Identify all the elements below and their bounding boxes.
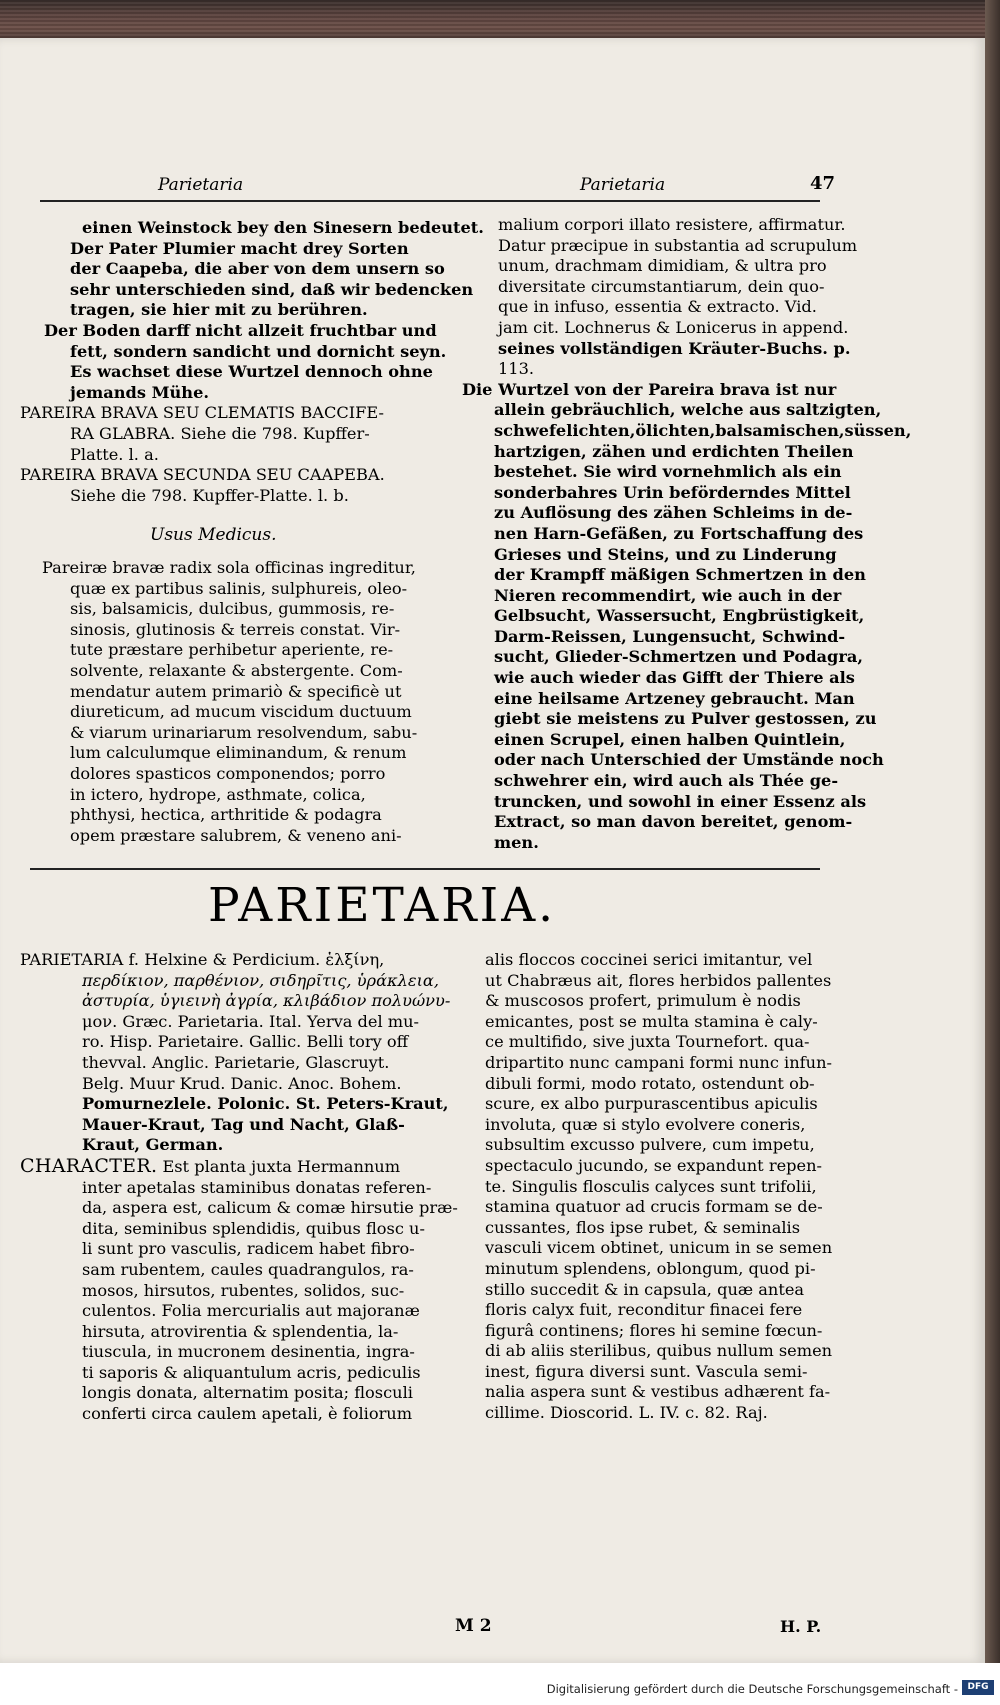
text-line: solvente, relaxante & abstergente. Com- — [70, 660, 403, 680]
text-line: einen Scrupel, einen halben Quintlein, — [494, 729, 846, 749]
text-line: inest, figura diversi sunt. Vascula semi- — [485, 1361, 808, 1381]
text-line: hirsuta, atrovirentia & splendentia, la- — [82, 1321, 399, 1341]
running-head-center: Parietaria — [580, 175, 666, 195]
text-line: ro. Hisp. Parietaire. Gallic. Belli tory off — [82, 1032, 409, 1052]
text-line: hartzigen, zähen und erdichten Theilen — [494, 441, 854, 461]
running-head-left: Parietaria — [158, 175, 244, 195]
text-line: RA GLABRA. Siehe die 798. Kupffer- — [70, 423, 370, 443]
text-line: cussantes, flos ipse rubet, & seminalis — [485, 1217, 801, 1237]
text-line: Nieren recommendirt, wie auch in der — [494, 585, 842, 605]
page-number: 47 — [810, 173, 836, 194]
text-line: jam cit. Lochnerus & Lonicerus in append. — [498, 317, 849, 337]
text-line: dibuli formi, modo rotato, ostendunt ob- — [485, 1073, 815, 1093]
text-line: Die Wurtzel von der Pareira brava ist nur — [462, 379, 837, 399]
text-line: Belg. Muur Krud. Danic. Anoc. Bohem. — [82, 1073, 402, 1093]
text-line: Kraut, German. — [82, 1135, 224, 1155]
text-line: phthysi, hectica, arthritide & podagra — [70, 805, 382, 825]
text-line: sam rubentem, caules quadrangulos, ra- — [82, 1259, 414, 1279]
text-line: & muscosos profert, primulum è nodis — [485, 991, 801, 1011]
text-line: sucht, Glieder-Schmertzen und Podagra, — [494, 647, 863, 667]
text-line: Datur præcipue in substantia ad scrupulum — [498, 235, 858, 255]
text-line: sinosis, glutinosis & terreis constat. Vir- — [70, 619, 401, 639]
text-line: subsultim excusso pulvere, cum impetu, — [485, 1135, 815, 1155]
page-title: PARIETARIA. — [208, 878, 557, 933]
text-line: jemands Mühe. — [70, 382, 210, 402]
text-line: sis, balsamicis, dulcibus, gummosis, re- — [70, 599, 395, 619]
text-line: Der Boden darff nicht allzeit fruchtbar und — [44, 320, 437, 340]
text-line: culentos. Folia mercurialis aut majoranæ — [82, 1301, 420, 1321]
text-line: schwefelichten,ölichten,balsamischen,süssen, — [494, 420, 912, 440]
section-rule — [30, 868, 820, 870]
text-line: mosos, hirsutos, rubentes, solidos, suc- — [82, 1280, 405, 1300]
text-line: emicantes, post se multa stamina è caly- — [485, 1011, 818, 1031]
text-line: diureticum, ad mucum viscidum ductuum — [70, 702, 412, 722]
text-line: PAREIRA BRAVA SECUNDA SEU CAAPEBA. — [20, 465, 385, 485]
text-line: Pomurnezlele. Polonic. St. Peters-Kraut, — [82, 1094, 449, 1114]
text-line: giebt sie meistens zu Pulver gestossen, zu — [494, 709, 877, 729]
right-column-top — [462, 215, 912, 853]
text-line: PAREIRA BRAVA SEU CLEMATIS BACCIFE- — [20, 403, 384, 423]
text-line: PARIETARIA f. Helxine & Perdicium. ἑλξίνη, — [20, 950, 385, 969]
left-column-top — [20, 218, 484, 506]
text-line: mendatur autem primariò & specificè ut — [70, 681, 402, 701]
book-spine — [985, 0, 1000, 1705]
text-line: περδίκιον, παρθένιον, σιδηρῖτις, ὑράκλεια, — [82, 970, 439, 990]
text-line: dolores spasticos componendos; porro — [70, 763, 386, 783]
text-line: nen Harn-Gefäßen, zu Fortschaffung des — [494, 523, 864, 543]
text-line: opem præstare salubrem, & veneno ani- — [70, 825, 402, 845]
text-line: diversitate circumstantiarum, dein quo- — [498, 276, 825, 296]
text-line: lum calculumque eliminandum, & renum — [70, 743, 407, 763]
text-line: thevval. Anglic. Parietarie, Glascruyt. — [82, 1052, 390, 1072]
text-line: Darm-Reissen, Lungensucht, Schwind- — [494, 626, 846, 646]
text-line: unum, drachmam dimidiam, & ultra pro — [498, 256, 827, 276]
text-line: μον. Græc. Parietaria. Ital. Yerva del mu- — [82, 1011, 420, 1031]
text-line: ut Chabræus ait, flores herbidos pallentes — [485, 970, 832, 990]
text-line: in ictero, hydrope, asthmate, colica, — [70, 784, 366, 804]
text-line: ἀστυρία, ὑγιεινὴ ἀγρία, κλιβάδιον πολυώνυ- — [82, 991, 451, 1011]
text-line: da, aspera est, calicum & comæ hirsutie præ- — [82, 1198, 458, 1218]
text-line: sonderbahres Urin beförderndes Mittel — [494, 482, 851, 502]
text-line: 113. — [498, 359, 535, 379]
text-line: spectaculo jucundo, se expandunt repen- — [485, 1155, 822, 1175]
text-line: allein gebräuchlich, welche aus saltzigten, — [494, 400, 882, 420]
text-line: tute præstare perhibetur aperiente, re- — [70, 640, 394, 660]
text-line: di ab aliis sterilibus, quibus nullum semen — [485, 1341, 833, 1361]
text-line: stillo succedit & in capsula, quæ antea — [485, 1279, 805, 1299]
text-line: einen Weinstock bey den Sinesern bedeutet. — [82, 218, 484, 237]
text-line: figurâ continens; flores hi semine fœcun- — [485, 1320, 823, 1340]
text-line: tiuscula, in mucronem desinentia, ingra- — [82, 1342, 415, 1362]
text-line: Gelbsucht, Wassersucht, Engbrüstigkeit, — [494, 606, 865, 626]
catchword: H. P. — [780, 1617, 822, 1636]
text-line: ti saporis & aliquantulum acris, pediculis — [82, 1362, 421, 1382]
text-line: scure, ex albo purpurascentibus apiculis — [485, 1094, 818, 1114]
text-line: Der Pater Plumier macht drey Sorten — [70, 238, 409, 258]
text-line: tragen, sie hier mit zu berühren. — [70, 300, 368, 320]
text-line: der Krampff mäßigen Schmertzen in den — [494, 565, 866, 585]
signature-mark: M 2 — [455, 1616, 492, 1636]
left-column-usus — [20, 558, 430, 846]
text-line: oder nach Unterschied der Umstände noch — [494, 750, 884, 770]
text-line: bestehet. Sie wird vornehmlich als ein — [494, 462, 842, 482]
text-line: seines vollständigen Kräuter-Buchs. p. — [498, 338, 851, 358]
text-line: wie auch wieder das Gifft der Thiere als — [494, 668, 855, 688]
text-line: Grieses und Steins, und zu Linderung — [494, 544, 837, 564]
header-rule — [40, 200, 820, 202]
text-line: conferti circa caulem apetali, è foliorum — [82, 1404, 413, 1424]
text-line: sehr unterschieden sind, daß wir bedencken — [70, 279, 474, 299]
text-line: que in infuso, essentia & extracto. Vid. — [498, 297, 817, 317]
text-line: & viarum urinariarum resolvendum, sabu- — [70, 722, 418, 742]
text-line: inter apetalas staminibus donatas referen- — [82, 1177, 432, 1197]
text-line: te. Singulis flosculis calyces sunt trifolii, — [485, 1176, 817, 1196]
text-line: cillime. Dioscorid. L. IV. c. 82. Raj. — [485, 1403, 768, 1423]
text-line: stamina quatuor ad crucis formam se de- — [485, 1197, 823, 1217]
text-line: Platte. l. a. — [70, 444, 159, 464]
text-line: Extract, so man davon bereitet, genom- — [494, 812, 853, 832]
dfg-logo-icon: DFG — [962, 1680, 994, 1695]
text-line: schwehrer ein, wird auch als Thée ge- — [494, 771, 839, 791]
text-line: Est planta juxta Hermannum — [162, 1156, 401, 1176]
text-line: der Caapeba, die aber von dem unsern so — [70, 259, 445, 279]
character-paragraph-start — [20, 1156, 430, 1178]
right-column-bottom — [485, 950, 835, 1424]
text-line: Es wachset diese Wurtzel dennoch ohne — [70, 362, 433, 382]
text-line: nalia aspera sunt & vestibus adhærent fa- — [485, 1382, 831, 1402]
text-line: ce multifido, sive juxta Tournefort. qua- — [485, 1032, 810, 1052]
text-line: dripartito nunc campani formi nunc infun- — [485, 1052, 832, 1072]
text-line: longis donata, alternatim posita; flosculi — [82, 1383, 413, 1403]
text-line: eine heilsame Artzeney gebraucht. Man — [494, 688, 855, 708]
character-label: CHARACTER. — [20, 1154, 158, 1177]
text-line: alis floccos coccinei serici imitantur, vel — [485, 950, 813, 969]
text-line: zu Auflösung des zähen Schleims in de- — [494, 503, 853, 523]
text-line: men. — [494, 832, 539, 852]
text-line: Siehe die 798. Kupffer-Platte. l. b. — [70, 485, 349, 505]
text-line: vasculi vicem obtinet, unicum in se semen — [485, 1238, 833, 1258]
text-line: floris calyx fuit, reconditur finacei fere — [485, 1300, 803, 1320]
text-line: truncken, und sowohl in einer Essenz als — [494, 791, 867, 811]
text-line: malium corpori illato resistere, affirmatur. — [498, 215, 846, 234]
text-line: quæ ex partibus salinis, sulphureis, oleo- — [70, 578, 408, 598]
text-line: dita, seminibus splendidis, quibus flosc u- — [82, 1218, 425, 1238]
section-title-usus-medicus: Usus Medicus. — [150, 525, 277, 545]
text-line: Mauer-Kraut, Tag und Nacht, Glaß- — [82, 1114, 405, 1134]
text-line: li sunt pro vasculis, radicem habet fibro- — [82, 1239, 415, 1259]
text-line: involuta, quæ si stylo evolvere coneris, — [485, 1114, 806, 1134]
footer-credit: Digitalisierung gefördert durch die Deutsche Forschungsgemeinschaft - — [546, 1682, 958, 1696]
left-column-bottom — [20, 950, 458, 1425]
text-line: minutum splendens, oblongum, quod pi- — [485, 1258, 816, 1278]
text-line: fett, sondern sandicht und dornicht seyn. — [70, 341, 447, 361]
text-line: Pareiræ bravæ radix sola officinas ingreditur, — [42, 558, 416, 577]
